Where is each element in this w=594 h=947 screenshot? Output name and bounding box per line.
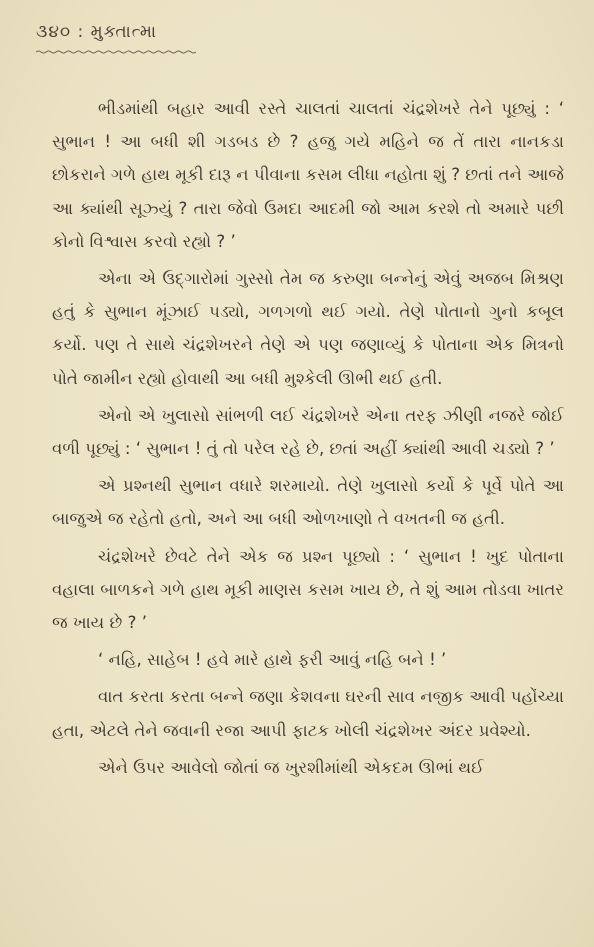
paragraph: વાત કરતા કરતા બન્ને જણા કેશવના ઘરની સાવ નજીક આવી પહોંચ્યા હતા, એટલે તેને જવાની રજા આપી ફાટક ખોલી ચંદ્રશેખર અંદર પ્રવેશ્યો.	[52, 687, 564, 740]
page-body	[52, 92, 564, 784]
header-wavy-rule	[36, 50, 196, 54]
header-separator: :	[77, 22, 85, 42]
paragraph: ‘ નહિ, સાહેબ ! હવે મારે હાથે ફરી આવું નહિ બને ! ’	[98, 650, 447, 670]
paragraph: એના એ ઉદ્‌ગારોમાં ગુસ્સો તેમ જ કરુણા બન્નેનું એવું અજબ મિશ્રણ હતું કે સુભાન મૂંઝાઈ પડ્યો, ગળગળો થઈ ગયો. તેણે પોતાનો ગુનો કબૂલ કર્યો. પણ તે સાથે ચંદ્રશેખરને તેણે એ પણ જણાવ્યું કે પોતાના એક મિત્રનો પોતે જામીન રહ્યો હોવાથી આ બધી મુશ્કેલી ઊભી થઈ હતી.	[52, 269, 564, 388]
paragraph: ચંદ્રશેખરે છેવટે તેને એક જ પ્રશ્ન પૂછ્યો : ‘ સુભાન ! ખુદ પોતાના વહાલા બાળકને ગળે હાથ મૂકી માણસ કસમ ખાય છે, તે શું આમ તોડવા ખાતર જ ખાય છે ? ’	[52, 546, 564, 633]
running-title: મુક્તાત્મા	[90, 22, 158, 42]
paragraph: એને ઉપર આવેલો જોતાં જ ખુરશીમાંથી એકદમ ઊભાં થઈ	[98, 757, 484, 777]
page-number: ૩૪૦	[36, 22, 72, 42]
running-header	[36, 22, 157, 42]
paragraph: એ પ્રશ્નથી સુભાન વધારે શરમાયો. તેણે ખુલાસો કર્યો કે પૂર્વે પોતે આ બાજુએ જ રહેતો હતો, અને આ બધી ઓળખાણો તે વખતની જ હતી.	[52, 476, 564, 529]
paragraph: ભીડમાંથી બહાર આવી રસ્તે ચાલતાં ચાલતાં ચંદ્રશેખરે તેને પૂછ્યું : ‘ સુભાન ! આ બધી શી ગડબડ છે ? હજુ ગયે મહિને જ તેં તારા નાનકડા છોકરાને ગળે હાથ મૂકી દારૂ ન પીવાના કસમ લીધા નહોતા શું ? છતાં તને આજે આ ક્યાંથી સૂઝ્યું ? તારા જેવો ઉમદા આદમી જો આમ કરશે તો અમારે પછી કોનો વિશ્વાસ કરવો રહ્યો ? ’	[52, 99, 564, 251]
paragraph: એનો એ ખુલાસો સાંભળી લઈ ચંદ્રશેખરે એના તરફ ઝીણી નજરે જોઈ વળી પૂછ્યું : ‘ સુભાન ! તું તો પરેલ રહે છે, છતાં અહીં ક્યાંથી આવી ચડ્યો ? ’	[52, 405, 564, 459]
